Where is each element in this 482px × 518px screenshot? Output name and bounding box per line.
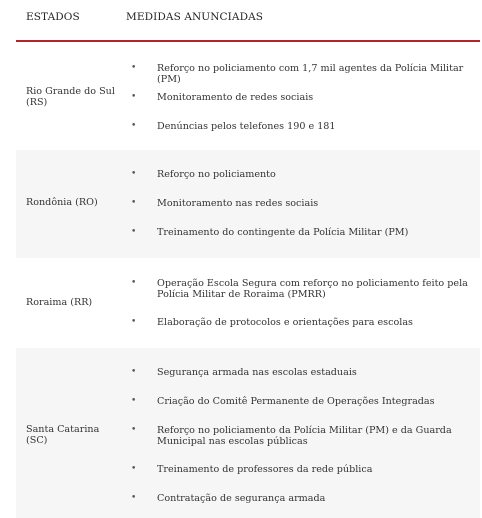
state-abbrev: (SC) xyxy=(26,435,48,446)
table-row xyxy=(16,258,480,348)
list-item: • Segurança armada nas escolas estaduais xyxy=(142,367,480,378)
header-measures: MEDIDAS ANUNCIADAS xyxy=(126,11,264,23)
list-item: • Reforço no policiamento com 1,7 mil agentes da Polícia Militar (PM) xyxy=(142,63,480,85)
list-item: • Monitoramento de redes sociais xyxy=(142,92,480,103)
list-item: • Contratação de segurança armada xyxy=(142,493,480,504)
table-row xyxy=(16,348,480,518)
state-name: Rio Grande do Sul xyxy=(26,86,115,97)
state-name: Roraima (RR) xyxy=(26,297,93,308)
table-row xyxy=(16,150,480,258)
table-row xyxy=(16,42,480,150)
list-item: • Treinamento do contingente da Polícia Militar (PM) xyxy=(142,227,480,238)
state-abbrev: (RS) xyxy=(26,97,48,108)
state-cell xyxy=(26,86,126,108)
state-name: Rondônia (RO) xyxy=(26,197,98,208)
list-item: • Treinamento de professores da rede pública xyxy=(142,464,480,475)
list-item: • Reforço no policiamento xyxy=(142,169,480,180)
list-item: • Denúncias pelos telefones 190 e 181 xyxy=(142,121,480,132)
table-header xyxy=(16,0,480,42)
state-cell xyxy=(26,297,126,308)
list-item: • Operação Escola Segura com reforço no policiamento feito pela Polícia Militar de Roraima (PMRR) xyxy=(142,278,480,300)
list-item: • Criação do Comitê Permanente de Operações Integradas xyxy=(142,396,480,407)
header-states: ESTADOS xyxy=(26,11,80,23)
list-item: • Reforço no policiamento da Polícia Militar (PM) e da Guarda Municipal nas escolas públicas xyxy=(142,425,480,447)
state-name: Santa Catarina xyxy=(26,424,100,435)
list-item: • Monitoramento nas redes sociais xyxy=(142,198,480,209)
state-cell xyxy=(26,424,126,446)
state-cell xyxy=(26,197,126,208)
list-item: • Elaboração de protocolos e orientações para escolas xyxy=(142,317,480,328)
